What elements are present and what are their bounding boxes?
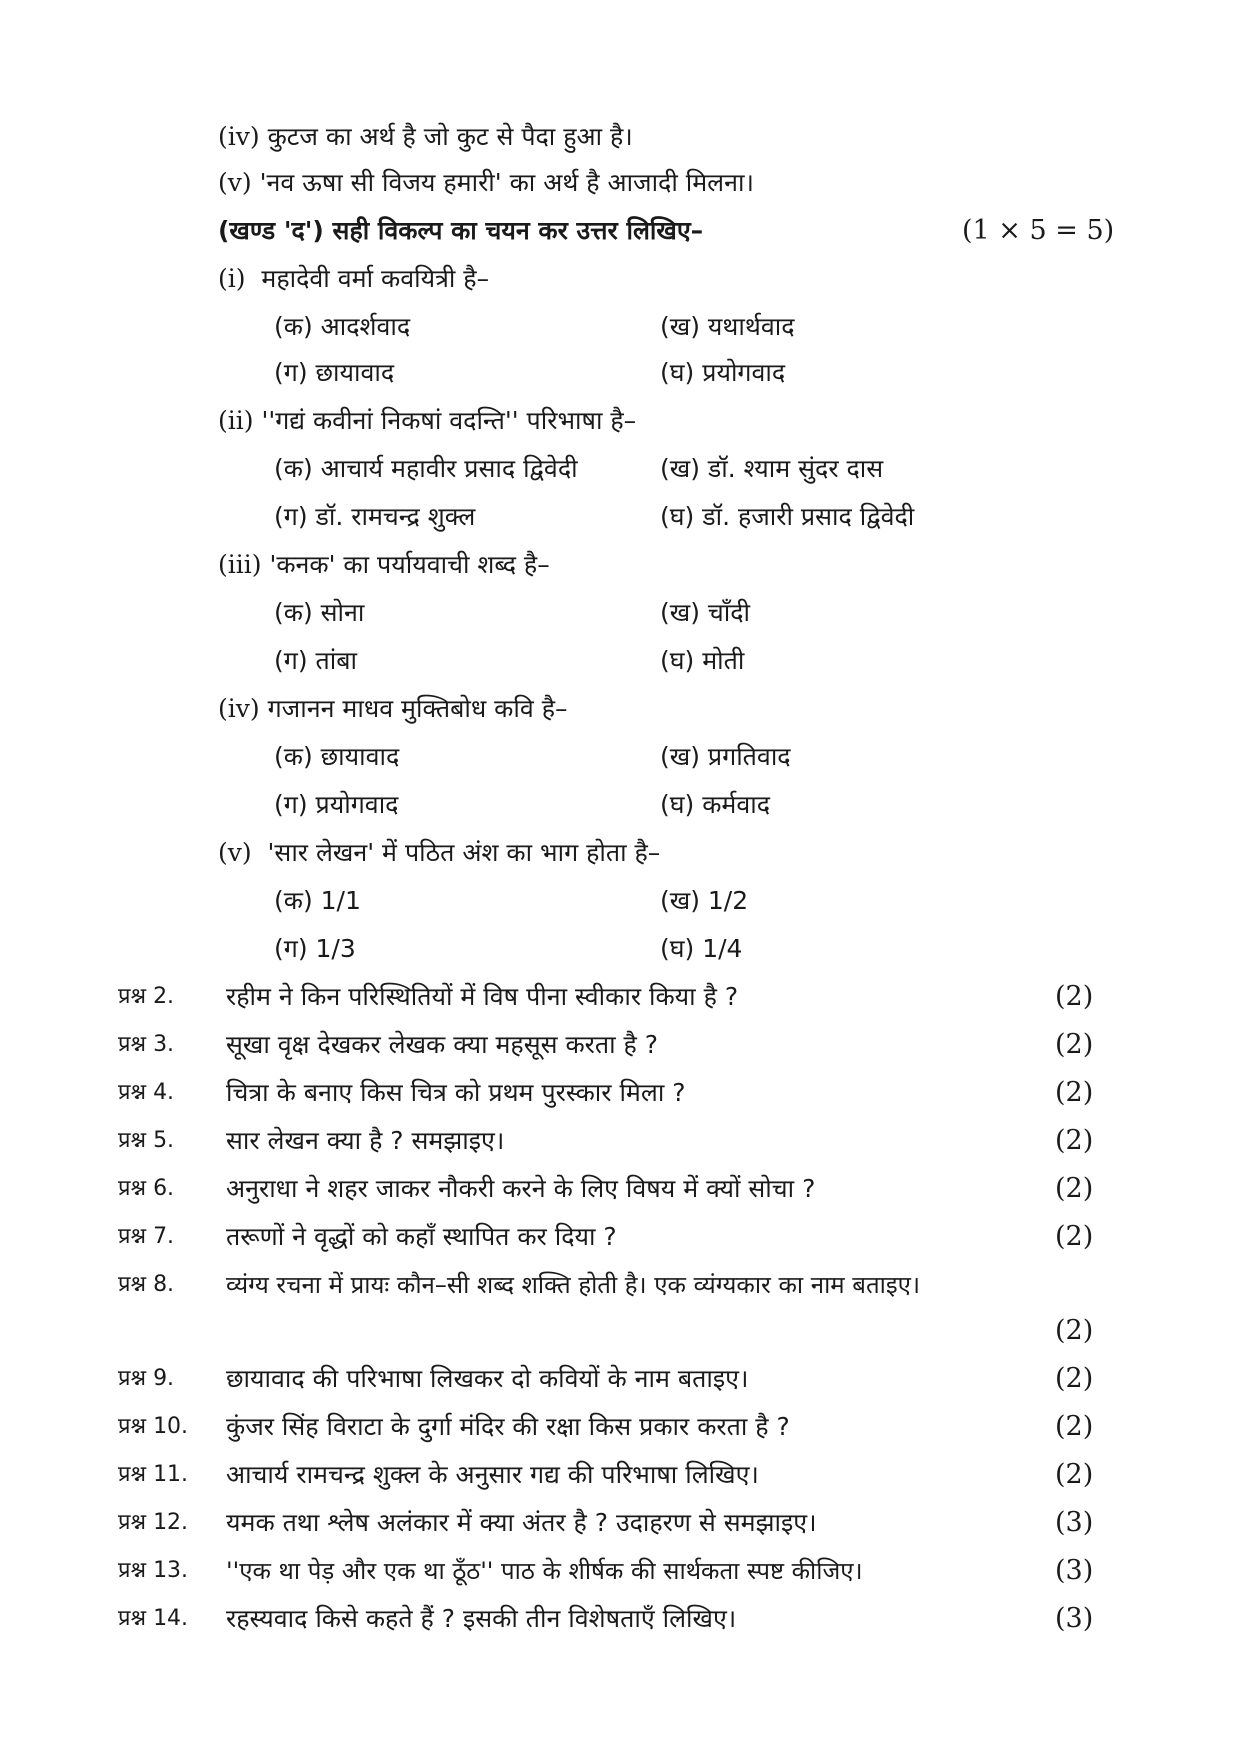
question-text: कुंजर सिंह विराटा के दुर्गा मंदिर की रक्षा किस प्रकार करता है ? [226,1412,790,1441]
question-label: प्रश्न 11. [118,1462,189,1487]
question-label: प्रश्न 14. [118,1606,189,1631]
mcq-question [218,548,550,582]
question-marks: (3) [1055,1603,1094,1634]
mcq-option: (ग) प्रयोगवाद [274,790,399,819]
question-text: यमक तथा श्लेष अलंकार में क्या अंतर है ? उदाहरण से समझाइए। [226,1508,817,1537]
question-label: प्रश्न 10. [118,1414,189,1439]
question-text: ''एक था पेड़ और एक था ठूँठ'' पाठ के शीर्षक की सार्थकता स्पष्ट कीजिए। [226,1557,863,1585]
mcq-option: (क) आदर्शवाद [274,312,411,341]
mcq-option: (ख) प्रगतिवाद [660,742,791,771]
mcq-question [218,404,636,438]
question-marks: (2) [1055,1315,1094,1346]
question-marks: (2) [1055,1173,1094,1204]
question-text: छायावाद की परिभाषा लिखकर दो कवियों के नाम बताइए। [226,1364,749,1393]
question-text: रहस्यवाद किसे कहते हैं ? इसकी तीन विशेषताएँ लिखिए। [226,1604,737,1633]
mcq-option: (क) 1/1 [274,886,361,915]
mcq-question [218,262,489,296]
question-text: व्यंग्य रचना में प्रायः कौन–सी शब्द शक्ति होती है। एक व्यंग्यकार का नाम बताइए। [226,1271,921,1299]
mcq-option: (ख) चाँदी [660,598,751,627]
question-text: ''गद्यं कवीनां निकषां वदन्ति'' परिभाषा है– [261,406,637,435]
question-marks: (2) [1055,1411,1094,1442]
question-label: प्रश्न 6. [118,1176,175,1201]
carryover-item [218,120,633,154]
question-text: 'सार लेखन' में पठित अंश का भाग होता है– [267,838,661,867]
mcq-option: (घ) प्रयोगवाद [660,358,786,387]
mcq-option: (क) सोना [274,598,365,627]
question-marks: (2) [1055,981,1094,1012]
carryover-item [218,166,754,200]
question-text: गजानन माधव मुक्तिबोध कवि है– [267,694,568,723]
item-number: (ii) [218,406,254,435]
question-label: प्रश्न 5. [118,1128,175,1153]
item-number: (iv) [218,694,260,723]
question-marks: (2) [1055,1221,1094,1252]
item-number: (i) [218,264,246,293]
question-text: तरूणों ने वृद्धों को कहाँ स्थापित कर दिया ? [226,1222,617,1251]
mcq-option: (घ) कर्मवाद [660,790,771,819]
question-text: सार लेखन क्या है ? समझाइए। [226,1126,505,1155]
question-marks: (3) [1055,1507,1094,1538]
question-marks: (2) [1055,1029,1094,1060]
mcq-question [218,836,660,870]
question-label: प्रश्न 8. [118,1272,175,1297]
question-label: प्रश्न 7. [118,1224,175,1249]
question-label: प्रश्न 2. [118,984,175,1009]
mcq-option: (क) छायावाद [274,742,400,771]
mcq-option: (घ) डॉ. हजारी प्रसाद द्विवेदी [660,502,915,531]
question-label: प्रश्न 9. [118,1366,175,1391]
item-number: (iii) [218,550,262,579]
item-number: (iv) [218,122,260,151]
question-text: चित्रा के बनाए किस चित्र को प्रथम पुरस्कार मिला ? [226,1078,686,1107]
question-label: प्रश्न 4. [118,1080,175,1105]
item-number: (v) [218,168,252,197]
mcq-option: (ग) तांबा [274,646,358,675]
section-heading: (खण्ड 'द') सही विकल्प का चयन कर उत्तर लिखिए– [218,216,704,245]
item-text: 'नव ऊषा सी विजय हमारी' का अर्थ है आजादी मिलना। [259,168,754,197]
question-text: महादेवी वर्मा कवयित्री है– [261,264,490,293]
question-marks: (2) [1055,1077,1094,1108]
mcq-option: (घ) 1/4 [660,934,743,963]
question-marks: (2) [1055,1459,1094,1490]
section-marks: (1 × 5 = 5) [962,215,1115,246]
mcq-option: (घ) मोती [660,646,745,675]
question-marks: (2) [1055,1363,1094,1394]
question-text: सूखा वृक्ष देखकर लेखक क्या महसूस करता है ? [226,1030,659,1059]
question-marks: (3) [1055,1555,1094,1586]
question-text: 'कनक' का पर्यायवाची शब्द है– [269,550,550,579]
item-text: कुटज का अर्थ है जो कुट से पैदा हुआ है। [267,122,633,151]
mcq-option: (क) आचार्य महावीर प्रसाद द्विवेदी [274,454,578,483]
mcq-option: (ख) यथार्थवाद [660,312,795,341]
question-label: प्रश्न 12. [118,1510,189,1535]
question-label: प्रश्न 3. [118,1032,175,1057]
question-text: आचार्य रामचन्द्र शुक्ल के अनुसार गद्य की परिभाषा लिखिए। [226,1460,759,1489]
question-marks: (2) [1055,1125,1094,1156]
mcq-option: (ख) डॉ. श्याम सुंदर दास [660,454,884,483]
mcq-option: (ग) छायावाद [274,358,395,387]
mcq-option: (ख) 1/2 [660,886,749,915]
mcq-question [218,692,567,726]
question-text: रहीम ने किन परिस्थितियों में विष पीना स्वीकार किया है ? [226,982,739,1011]
item-number: (v) [218,838,252,867]
question-label: प्रश्न 13. [118,1558,189,1583]
mcq-option: (ग) डॉ. रामचन्द्र शुक्ल [274,502,476,531]
question-text: अनुराधा ने शहर जाकर नौकरी करने के लिए विषय में क्यों सोचा ? [226,1174,816,1203]
mcq-option: (ग) 1/3 [274,934,356,963]
